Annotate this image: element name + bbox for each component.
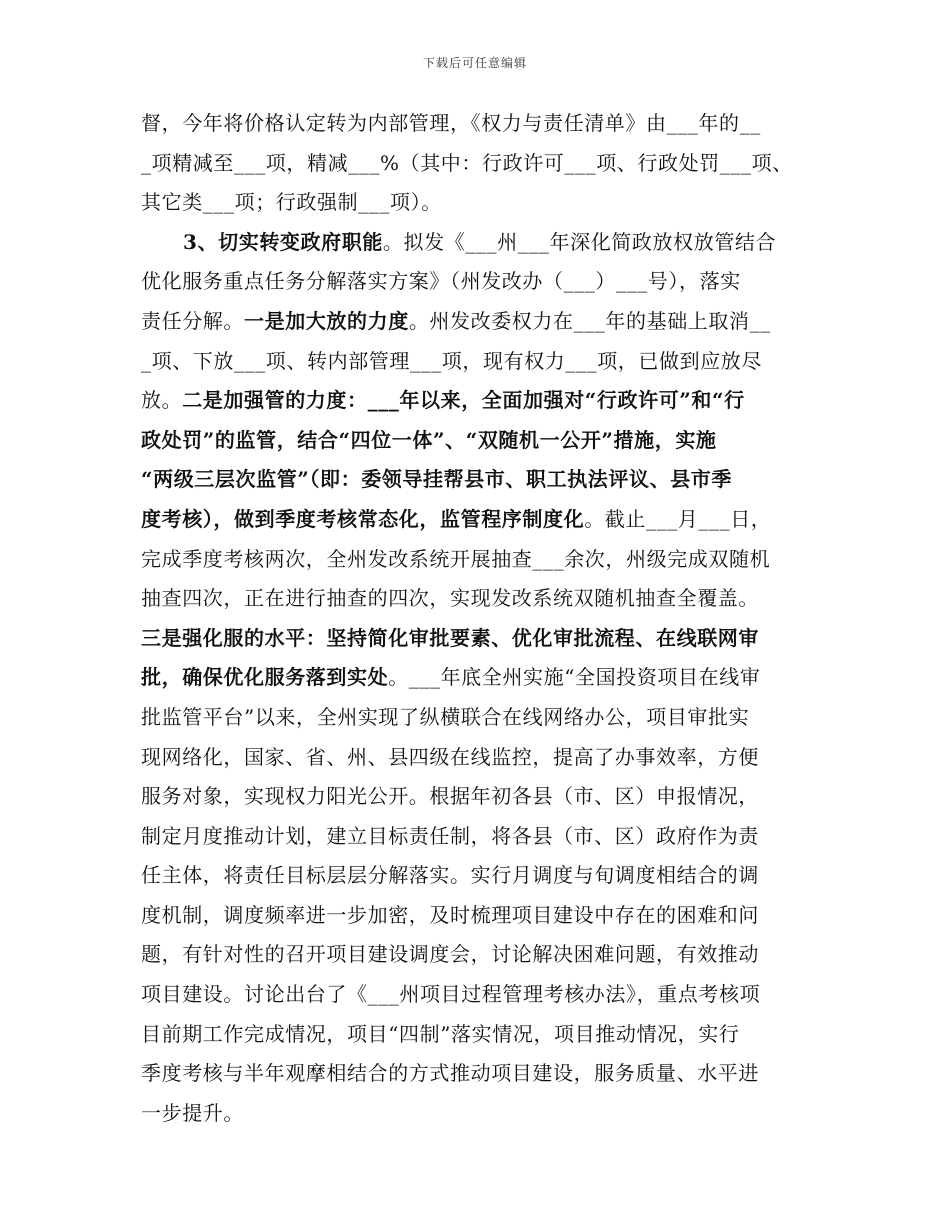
text-line bbox=[141, 381, 825, 421]
text-line bbox=[141, 342, 825, 382]
text-run: 放。 bbox=[141, 388, 183, 413]
text-line bbox=[141, 460, 825, 500]
text-line bbox=[141, 738, 825, 778]
text-run: 。州发改委权力在___年的基础上取消__ bbox=[408, 308, 771, 333]
text-line bbox=[141, 975, 825, 1015]
text-line bbox=[141, 777, 825, 817]
bold-text-run: 一是加大放的力度 bbox=[244, 308, 409, 333]
text-line bbox=[141, 540, 825, 580]
bold-text-run: 三是强化服的水平：坚持简化审批要素、优化审批流程、在线联网审 bbox=[141, 625, 759, 650]
text-run: 完成季度考核两次，全州发改系统开展抽查___余次，州级完成双随机 bbox=[141, 546, 771, 571]
text-line bbox=[141, 183, 825, 223]
bold-text-run: 度考核），做到季度考核常态化，监管程序制度化 bbox=[141, 506, 585, 531]
text-line bbox=[141, 579, 825, 619]
text-line bbox=[141, 896, 825, 936]
text-run: 责任分解。 bbox=[141, 308, 244, 333]
text-run: 。拟发《___州___年深化简政放权放管结合 bbox=[382, 229, 777, 254]
bold-text-run: 3、切实转变政府职能 bbox=[183, 229, 383, 254]
bold-text-run: 批，确保优化服务落到实处 bbox=[141, 665, 389, 690]
text-run: 现网络化，国家、省、州、县四级在线监控，提高了办事效率，方便 bbox=[141, 744, 759, 769]
text-line bbox=[141, 817, 825, 857]
text-line bbox=[141, 1015, 825, 1055]
text-run: 。截止___月___日， bbox=[584, 506, 772, 531]
text-line bbox=[141, 1094, 825, 1134]
text-run: 督，今年将价格认定转为内部管理，《权力与责任清单》由___年的__ bbox=[141, 111, 761, 135]
text-run: 项目建设。讨论出台了《___州项目过程管理考核办法》，重点考核项 bbox=[141, 982, 761, 1007]
text-run: 一步提升。 bbox=[141, 1100, 244, 1125]
document-body bbox=[141, 104, 825, 1133]
text-line bbox=[141, 223, 825, 263]
text-run: 抽查四次，正在进行抽查的四次，实现发改系统双随机抽查全覆盖。 bbox=[141, 586, 759, 611]
bold-text-run: 二是加强管的力度：___年以来，全面加强对“行政许可”和“行 bbox=[182, 388, 745, 413]
text-line bbox=[141, 935, 825, 975]
text-line bbox=[141, 104, 825, 144]
text-run: 优化服务重点任务分解落实方案》（州发改办（___）___号），落实 bbox=[141, 269, 741, 294]
page-header-note: 下载后可任意编辑 bbox=[422, 56, 527, 70]
text-run: 制定月度推动计划，建立目标责任制，将各县（市、区）政府作为责 bbox=[141, 823, 759, 848]
text-run: 批监管平台”以来，全州实现了纵横联合在线网络办公，项目审批实 bbox=[141, 704, 750, 729]
text-line bbox=[141, 619, 825, 659]
text-run: _项、下放___项、转内部管理___项，现有权力___项，已做到应放尽 bbox=[141, 348, 762, 373]
text-run: 其它类___项；行政强制___项）。 bbox=[141, 190, 442, 215]
text-run: 题，有针对性的召开项目建设调度会，讨论解决困难问题，有效推动 bbox=[141, 942, 759, 967]
text-line bbox=[141, 500, 825, 540]
text-run: 。___年底全州实施“全国投资项目在线审 bbox=[388, 665, 761, 690]
text-run: 服务对象，实现权力阳光公开。根据年初各县（市、区）申报情况， bbox=[141, 784, 759, 809]
text-run: 季度考核与半年观摩相结合的方式推动项目建设，服务质量、水平进 bbox=[141, 1061, 759, 1086]
text-line bbox=[141, 698, 825, 738]
text-line bbox=[141, 302, 825, 342]
text-line bbox=[141, 421, 825, 461]
text-run: _项精减至___项，精减___%（其中：行政许可___项、行政处罚___项、 bbox=[141, 150, 793, 175]
bold-text-run: 政处罚”的监管，结合“四位一体”、“双随机一公开”措施，实施 bbox=[141, 427, 717, 452]
text-run: 度机制，调度频率进一步加密，及时梳理项目建设中存在的困难和问 bbox=[141, 902, 759, 927]
text-line bbox=[141, 1054, 825, 1094]
text-run: 任主体，将责任目标层层分解落实。实行月调度与旬调度相结合的调 bbox=[141, 863, 759, 888]
text-line bbox=[141, 856, 825, 896]
text-line bbox=[141, 658, 825, 698]
text-line bbox=[141, 262, 825, 302]
text-run: 目前期工作完成情况，项目“四制”落实情况，项目推动情况，实行 bbox=[141, 1021, 740, 1046]
bold-text-run: “两级三层次监管”（即：委领导挂帮县市、职工执法评议、县市季 bbox=[141, 467, 733, 492]
text-line bbox=[141, 144, 825, 184]
